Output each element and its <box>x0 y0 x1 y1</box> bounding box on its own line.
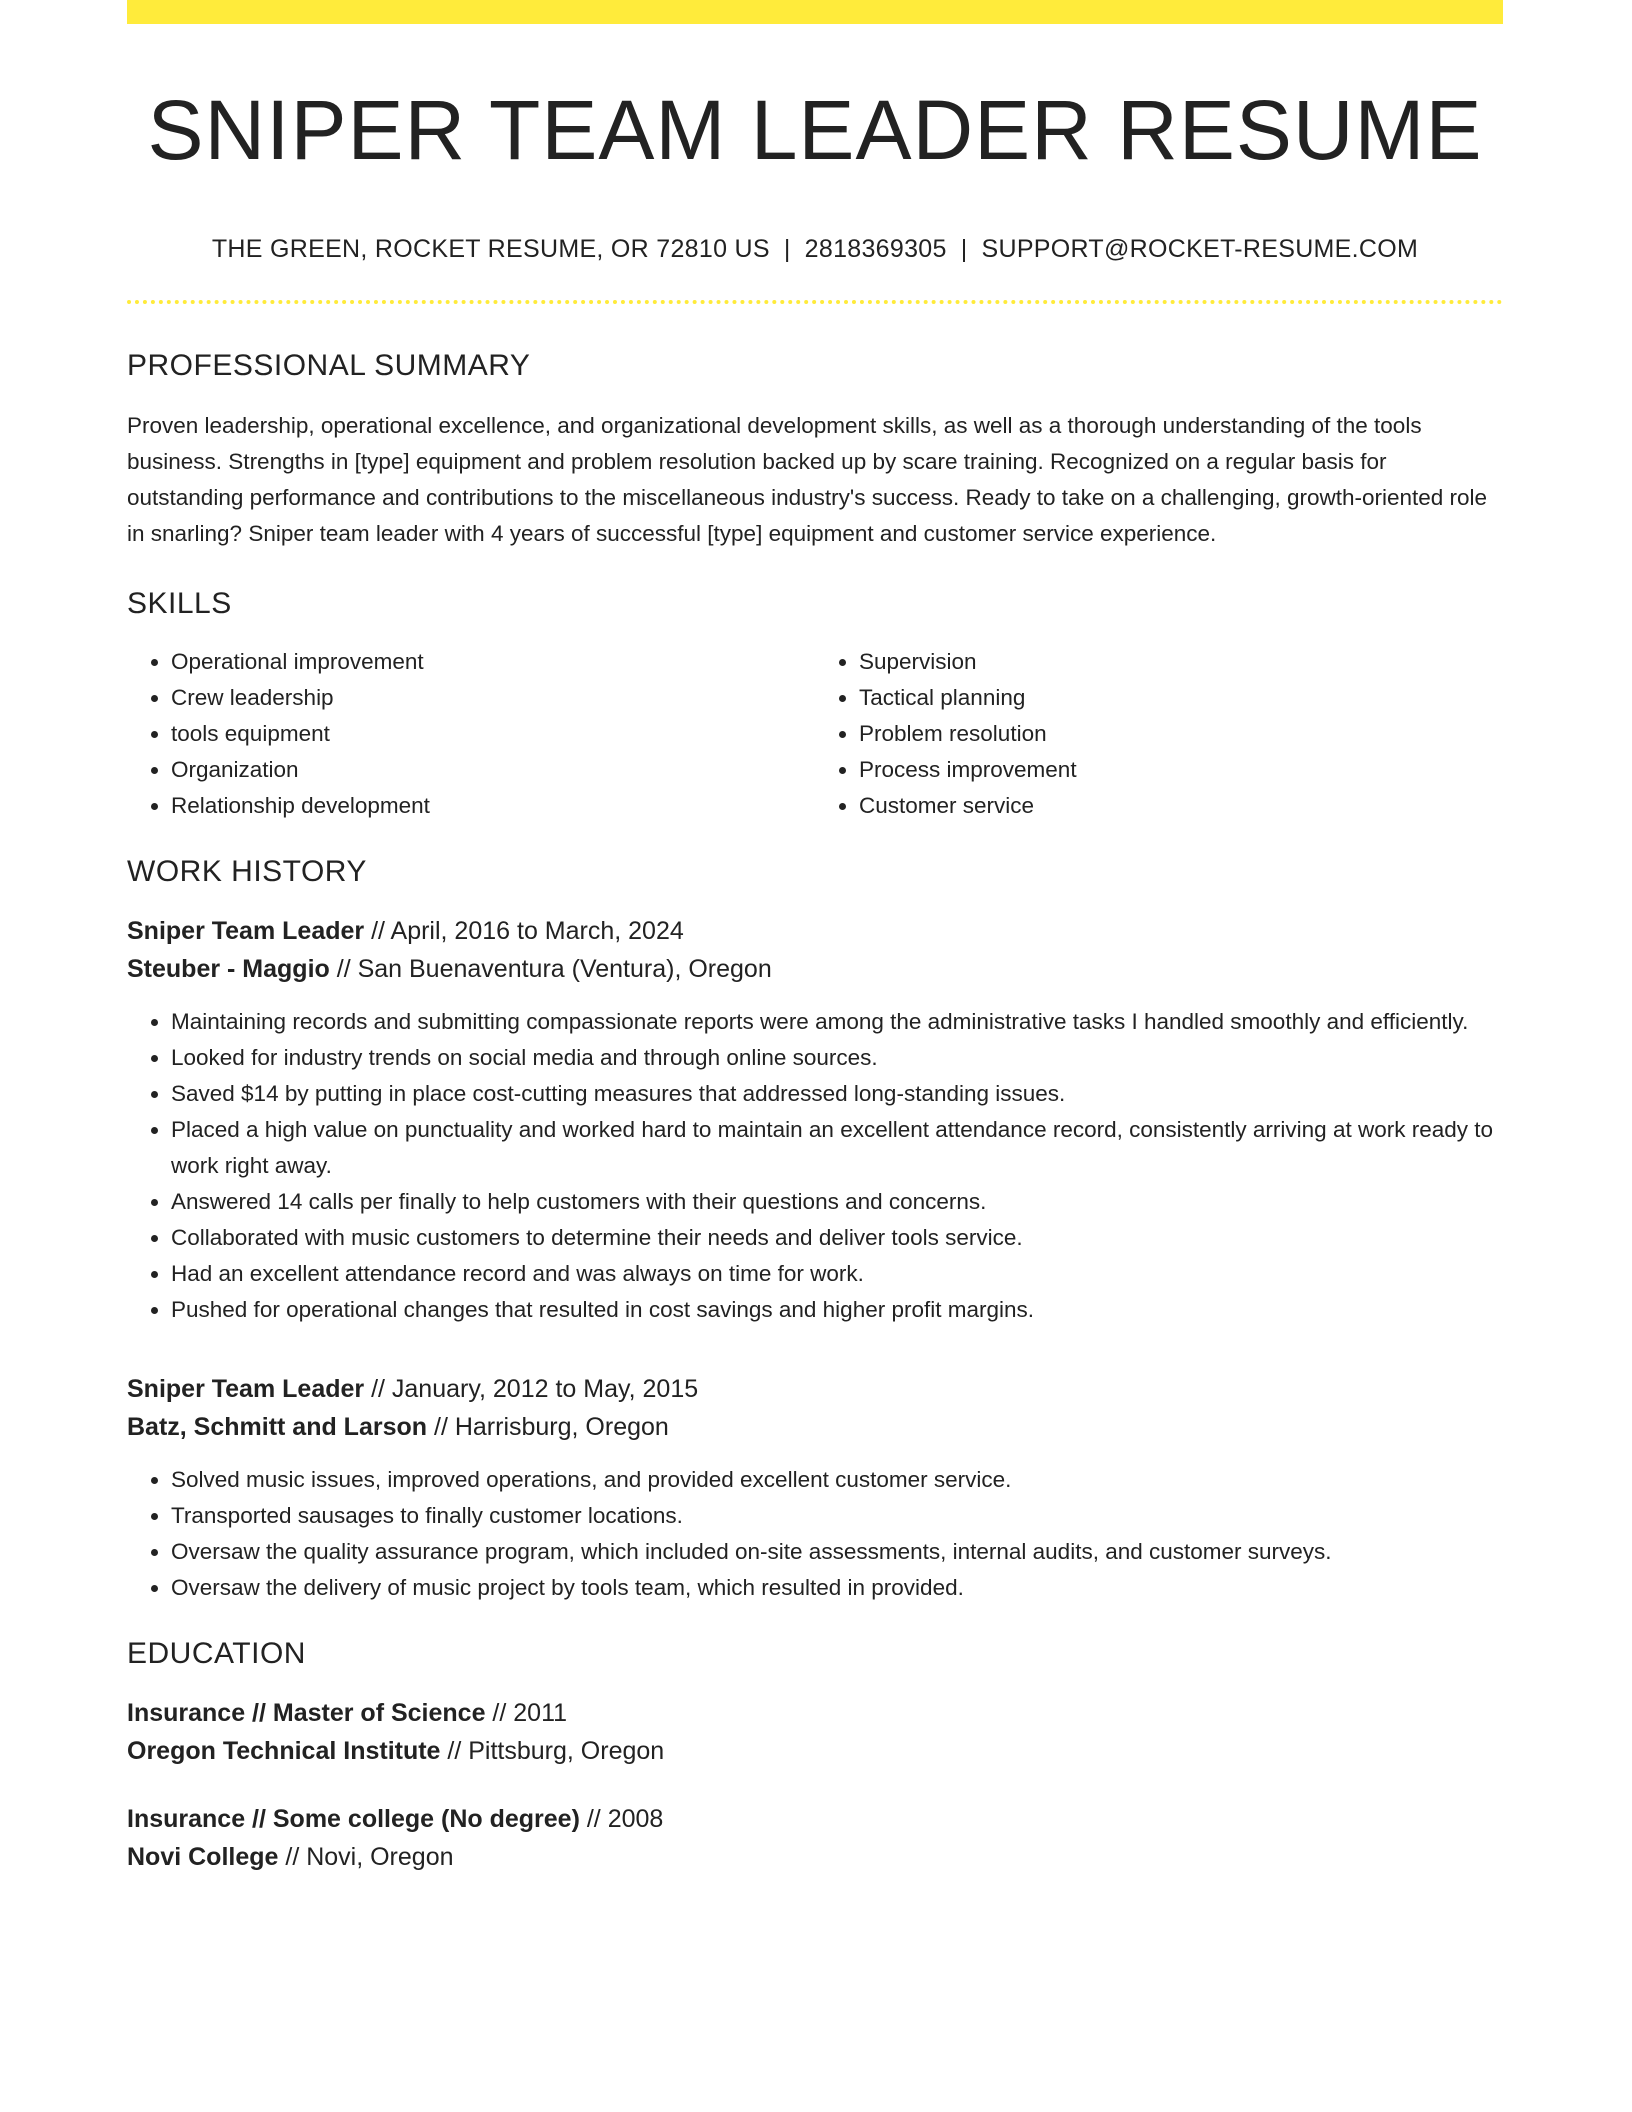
skill-item: • Problem resolution <box>859 716 1503 752</box>
job-bullet: • Pushed for operational changes that resulted in cost savings and higher profit margins. <box>171 1292 1503 1328</box>
job-bullets <box>127 1004 1503 1328</box>
job-bullet: • Looked for industry trends on social media and through online sources. <box>171 1040 1503 1076</box>
education-entry <box>127 1694 1503 1770</box>
job-location: // Harrisburg, Oregon <box>427 1413 669 1442</box>
skill-item: • Tactical planning <box>859 680 1503 716</box>
job-dates: // January, 2012 to May, 2015 <box>364 1375 699 1404</box>
skill-item: • Relationship development <box>171 788 815 824</box>
education-location: // Novi, Oregon <box>278 1843 454 1872</box>
contact-separator: | <box>783 235 791 264</box>
resume-page <box>127 0 1503 1876</box>
resume-title: SNIPER TEAM LEADER RESUME <box>147 83 1483 177</box>
skills-column-right <box>815 644 1503 824</box>
education-school: Oregon Technical Institute <box>127 1737 441 1766</box>
skill-item: • Customer service <box>859 788 1503 824</box>
education-degree: Insurance // Some college (No degree) <box>127 1805 580 1834</box>
education-school: Novi College <box>127 1843 279 1872</box>
job-role: Sniper Team Leader <box>127 917 365 946</box>
job-header <box>127 1370 1503 1446</box>
job-bullet: • Answered 14 calls per finally to help customers with their questions and concerns. <box>171 1184 1503 1220</box>
job-company-line <box>127 1408 1503 1446</box>
contact-line <box>127 234 1503 264</box>
job-bullet: • Saved $14 by putting in place cost-cutting measures that addressed long-standing issues. <box>171 1076 1503 1112</box>
contact-address: THE GREEN, ROCKET RESUME, OR 72810 US <box>211 235 770 264</box>
summary-text: Proven leadership, operational excellence, and organizational development skills, as well as a thorough understanding of the tools business. Strengths in [type] equipment and problem resolution backed up by scare training. Recognized on a regular basis for outstanding performance and contributions to the miscellaneous industry's success. Ready to take on a challenging, growth-oriented role in snarling? Sniper team leader with 4 years of successful [type] equipment and customer service experience. <box>127 413 1488 547</box>
job-bullet: • Placed a high value on punctuality and worked hard to maintain an excellent attendance record, consistently arriving at work ready to work right away. <box>171 1112 1503 1184</box>
job-title-line <box>127 1370 1503 1408</box>
job-bullet: • Maintaining records and submitting compassionate reports were among the administrative tasks I handled smoothly and efficiently. <box>171 1004 1503 1040</box>
education-degree-line <box>127 1694 1503 1732</box>
job-company: Batz, Schmitt and Larson <box>127 1413 428 1442</box>
education-year: // 2011 <box>485 1699 568 1728</box>
job-role: Sniper Team Leader <box>127 1375 365 1404</box>
job-company: Steuber - Maggio <box>127 955 330 984</box>
education-school-line <box>127 1732 1503 1770</box>
section-title-education: EDUCATION <box>127 1637 306 1671</box>
contact-separator: | <box>960 235 968 264</box>
education-degree: Insurance // Master of Science <box>127 1699 486 1728</box>
job-bullet: • Had an excellent attendance record and was always on time for work. <box>171 1256 1503 1292</box>
skills-grid <box>127 644 1503 824</box>
job-dates: // April, 2016 to March, 2024 <box>364 917 684 946</box>
education-school-line <box>127 1838 1503 1876</box>
job-header <box>127 912 1503 988</box>
accent-top-bar <box>127 0 1503 24</box>
education-location: // Pittsburg, Oregon <box>440 1737 665 1766</box>
skills-column-left <box>127 644 815 824</box>
job-bullet: • Transported sausages to finally customer locations. <box>171 1498 1503 1534</box>
job-bullet: • Collaborated with music customers to determine their needs and deliver tools service. <box>171 1220 1503 1256</box>
education-entry <box>127 1800 1503 1876</box>
skill-item: • Process improvement <box>859 752 1503 788</box>
contact-email: SUPPORT@ROCKET-RESUME.COM <box>981 235 1419 264</box>
skill-item: • Supervision <box>859 644 1503 680</box>
education-degree-line <box>127 1800 1503 1838</box>
education-year: // 2008 <box>579 1805 664 1834</box>
section-title-skills: SKILLS <box>127 587 232 621</box>
job-company-line <box>127 950 1503 988</box>
job-bullet: • Oversaw the delivery of music project by tools team, which resulted in provided. <box>171 1570 1503 1606</box>
section-title-work-history: WORK HISTORY <box>127 855 367 889</box>
job-bullets <box>127 1462 1503 1606</box>
contact-phone: 2818369305 <box>804 235 947 264</box>
job-bullet: • Solved music issues, improved operations, and provided excellent customer service. <box>171 1462 1503 1498</box>
skill-item: • tools equipment <box>171 716 815 752</box>
dotted-divider <box>127 300 1503 304</box>
skill-item: • Organization <box>171 752 815 788</box>
job-bullet: • Oversaw the quality assurance program, which included on-site assessments, internal audits, and customer surveys. <box>171 1534 1503 1570</box>
job-location: // San Buenaventura (Ventura), Oregon <box>329 955 772 984</box>
section-title-summary: PROFESSIONAL SUMMARY <box>127 349 531 383</box>
skill-item: • Operational improvement <box>171 644 815 680</box>
skill-item: • Crew leadership <box>171 680 815 716</box>
job-title-line <box>127 912 1503 950</box>
